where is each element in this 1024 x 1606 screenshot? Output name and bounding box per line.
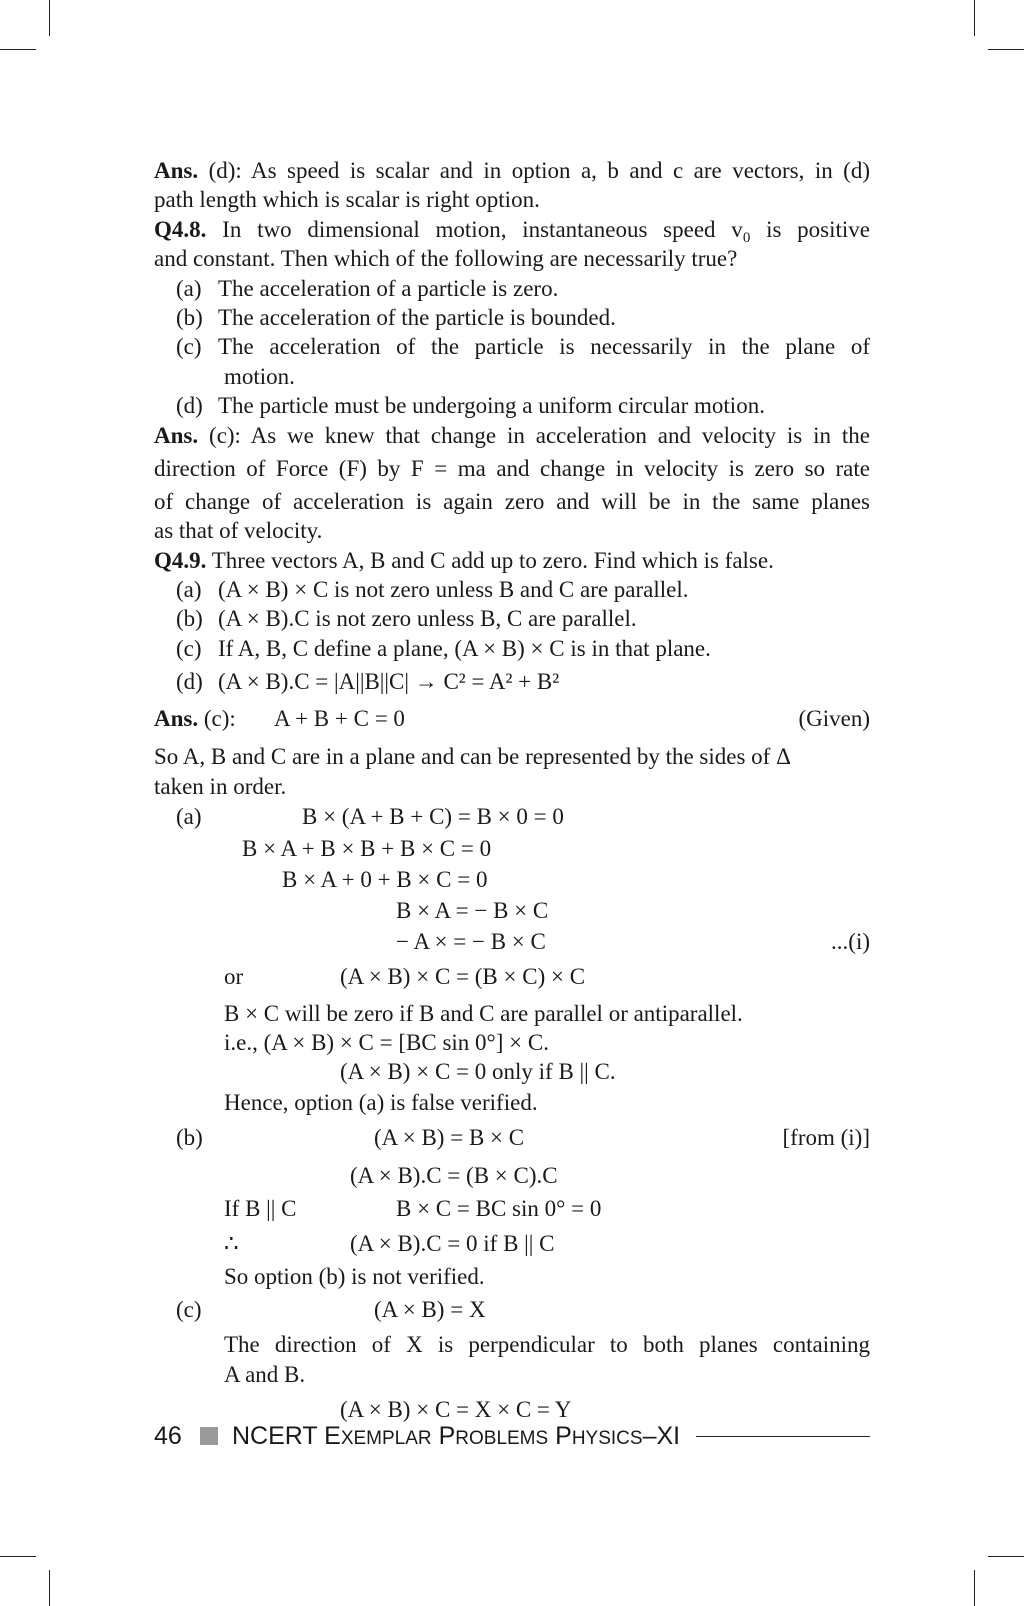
answer-q48-line4: as that of velocity.: [154, 518, 323, 544]
part-b-eq1: (b) (A × B) = B × C [from (i)]: [176, 1124, 870, 1150]
q49-option-a: (a) (A × B) × C is not zero unless B and C are parallel.: [176, 577, 689, 603]
crop-mark-bottom-left-h: [0, 1556, 36, 1557]
given-tag: (Given): [798, 706, 870, 732]
answer-q49-so-line2: taken in order.: [154, 773, 287, 799]
part-c-eq1: (c) (A × B) = X: [176, 1297, 486, 1323]
question-q48-line2: and constant. Then which of the following are necessarily true?: [154, 246, 738, 272]
part-b-eq4: ∴ (A × B).C = 0 if B || C: [224, 1230, 555, 1256]
part-a-eq3: B × A + 0 + B × C = 0: [282, 866, 488, 892]
q48-option-c-cont: motion.: [224, 363, 295, 389]
crop-mark-bottom-right-h: [988, 1556, 1024, 1557]
q48-option-b: (b) The acceleration of the particle is bounded.: [176, 304, 616, 330]
q48-option-d: (d) The particle must be undergoing a uniform circular motion.: [176, 393, 765, 419]
crop-mark-top-right-h: [988, 49, 1024, 50]
answer-q47-line1: Ans. (d): As speed is scalar and in option a, b and c are vectors, in (d): [154, 158, 871, 183]
answer-q48-line1: Ans. (c): As we knew that change in acceleration and velocity is in the: [154, 422, 871, 448]
crop-mark-top-right-v: [974, 0, 975, 36]
part-a-text2: i.e., (A × B) × C = [BC sin 0°] × C.: [224, 1030, 549, 1056]
part-b-text1: So option (b) is not verified.: [224, 1263, 485, 1289]
part-c-eq2: (A × B) × C = X × C = Y: [340, 1396, 572, 1422]
q49-option-b: (b) (A × B).C is not zero unless B, C are parallel.: [176, 606, 637, 632]
answer-q48-line3: of change of acceleration is again zero and will be in the same planes: [154, 488, 870, 514]
crop-mark-bottom-right-v: [974, 1570, 975, 1606]
given-equation: A + B + C = 0: [274, 706, 405, 732]
q49-option-c: (c) If A, B, C define a plane, (A × B) × C is in that plane.: [176, 635, 711, 661]
answer-q47-line2: path length which is scalar is right option.: [154, 187, 540, 213]
part-a-eq2: B × A + B × B + B × C = 0: [242, 835, 492, 861]
part-c-text2: A and B.: [224, 1361, 306, 1387]
question-q49-stem: Q4.9. Three vectors A, B and C add up to zero. Find which is false.: [154, 547, 774, 573]
footer-square-icon: [200, 1427, 218, 1445]
part-a-eq6: or (A × B) × C = (B × C) × C: [224, 963, 586, 989]
book-title: NCERT EXEMPLAR PROBLEMS PHYSICS–XI: [232, 1421, 681, 1450]
part-a-eq4: B × A = − B × C: [396, 897, 549, 923]
crop-mark-top-left-v: [49, 0, 50, 36]
page-number: 46: [154, 1421, 182, 1450]
part-a-text1: B × C will be zero if B and C are parallel or antiparallel.: [224, 1000, 743, 1026]
part-a-text4: Hence, option (a) is false verified.: [224, 1090, 538, 1116]
q48-option-a: (a) The acceleration of a particle is zero.: [176, 275, 559, 301]
answer-q49-so-line1: So A, B and C are in a plane and can be represented by the sides of Δ: [154, 744, 791, 770]
question-q48-line1: Q4.8. In two dimensional motion, instantaneous speed $v_0$ is positive: [154, 216, 871, 246]
part-b-eq3: If B || C B × C = BC sin 0° = 0: [224, 1195, 602, 1221]
part-a-eq5: − A × = − B × C ...(i): [396, 928, 870, 954]
crop-mark-bottom-left-v: [49, 1570, 50, 1606]
q49-option-d: (d) (A × B).C = |A||B||C| → C² = A² + B²: [176, 669, 560, 695]
answer-q49-given: Ans. (c): A + B + C = 0 (Given): [154, 700, 870, 738]
part-b-eq2: (A × B).C = (B × C).C: [350, 1162, 558, 1188]
q48-option-c: (c) The acceleration of the particle is necessarily in the plane of: [176, 334, 870, 360]
part-a-text3: (A × B) × C = 0 only if B || C.: [340, 1059, 616, 1085]
crop-mark-top-left-h: [0, 49, 36, 50]
page-footer: [154, 1419, 870, 1453]
footer-rule: [696, 1436, 870, 1437]
part-a-eq1: (a) B × (A + B + C) = B × 0 = 0: [176, 803, 564, 829]
page-content: [154, 156, 870, 1429]
answer-q48-line2: direction of Force (F) by F = ma and change in velocity is zero so rate: [154, 455, 870, 481]
part-c-text1: The direction of X is perpendicular to both planes containing: [224, 1332, 870, 1358]
